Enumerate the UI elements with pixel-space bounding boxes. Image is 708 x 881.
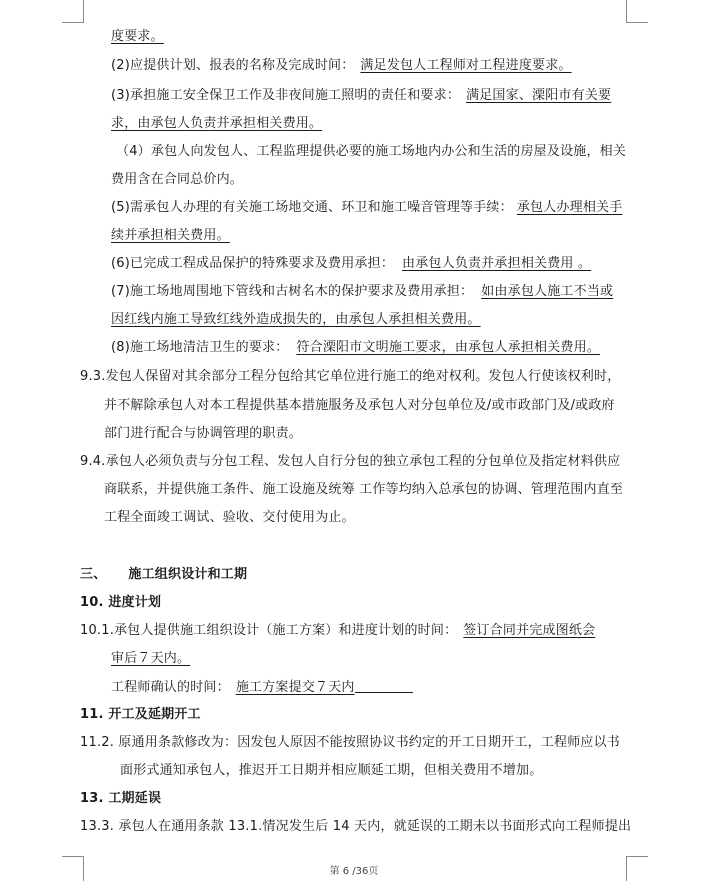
text: 工程全面竣工调试、验收、交付使用为止。	[104, 510, 355, 525]
clause-11-2	[80, 734, 620, 752]
text-line	[104, 425, 302, 443]
text-line	[104, 481, 623, 499]
underlined-text: 施工方案提交７天内	[235, 680, 355, 695]
heading-10	[80, 594, 161, 612]
text-line	[111, 28, 164, 46]
underlined-text: 度要求。	[111, 29, 164, 44]
underlined-text: 符合溧阳市文明施工要求，由承包人承担相关费用。	[296, 340, 601, 355]
text-line	[120, 762, 542, 780]
text-line	[111, 171, 243, 189]
heading-text: 13. 工期延误	[80, 791, 162, 806]
text: 10.1.承包人提供施工组织设计（施工方案）和进度计划的时间：	[80, 623, 458, 638]
text: (6)已完成工程成品保护的特殊要求及费用承担：	[111, 256, 395, 271]
text-line	[104, 509, 355, 527]
clause-10-1	[80, 622, 595, 640]
text: （4）承包人向发包人、工程监理提供必要的施工场地内办公和生活的房屋及设施，相关	[116, 144, 627, 159]
underlined-text: 求，由承包人负责并承担相关费用。	[111, 116, 323, 131]
text-line	[111, 255, 591, 273]
text: 11.2. 原通用条款修改为：因发包人原因不能按照协议书约定的开工日期开工，工程师应以书	[80, 735, 621, 750]
text-line	[111, 227, 230, 245]
underlined-text: 满足国家、溧阳市有关要	[466, 88, 612, 103]
blank-underline	[355, 678, 413, 693]
heading-13	[80, 790, 161, 808]
text: (8)施工场地清洁卫生的要求：	[111, 340, 289, 355]
text: 9.4.承包人必须负责与分包工程、发包人自行分包的独立承包工程的分包单位及指定材料供应	[80, 454, 621, 469]
crop-mark-top-right	[626, 0, 648, 23]
text: 13.3. 承包人在通用条款 13.1.情况发生后 14 天内，就延误的工期未以书面形式向工程师提出	[80, 819, 632, 834]
text: 费用含在合同总价内。	[111, 172, 244, 187]
underlined-text: 签订合同并完成图纸会	[463, 623, 596, 638]
underlined-text: 续并承担相关费用。	[111, 228, 230, 243]
clause-9-3	[80, 368, 620, 386]
text: 并不解除承包人对本工程提供基本措施服务及承包人对分包单位及/或市政部门及/或政府	[104, 398, 615, 413]
text: (3)承担施工安全保卫工作及非夜间施工照明的责任和要求：	[111, 88, 461, 103]
text-line	[111, 115, 322, 133]
text-line	[111, 311, 481, 329]
text: 工程师确认的时间：	[111, 680, 230, 695]
underlined-text: 如由承包人施工不当或	[481, 284, 614, 299]
text-line	[104, 397, 615, 415]
clause-9-4	[80, 453, 620, 471]
section-number: 三、	[80, 567, 107, 582]
text-line	[111, 339, 600, 357]
text-line	[111, 87, 611, 105]
text: (2)应提供计划、报表的名称及完成时间：	[111, 58, 355, 73]
underlined-text: 由承包人负责并承担相关费用 。	[402, 256, 592, 271]
text: (7)施工场地周围地下管线和古树名木的保护要求及费用承担：	[111, 284, 474, 299]
section-heading-3	[80, 566, 247, 584]
crop-mark-top-left	[62, 0, 84, 23]
text: 商联系，并提供施工条件、施工设施及统筹 工作等均纳入总承包的协调、管理范围内直至	[104, 482, 624, 497]
text-line	[111, 57, 572, 75]
heading-11	[80, 706, 201, 724]
text-line	[111, 283, 613, 301]
clause-13-3	[80, 818, 631, 836]
text-line	[111, 650, 190, 668]
text-line	[116, 143, 626, 161]
text: 部门进行配合与协调管理的职责。	[104, 426, 303, 441]
text: 9.3.发包人保留对其余部分工程分包给其它单位进行施工的绝对权利。发包人行使该权利时，	[80, 369, 621, 384]
text-line	[111, 678, 413, 697]
heading-text: 10. 进度计划	[80, 595, 162, 610]
text: 面形式通知承包人，推迟开工日期并相应顺延工期，但相关费用不增加。	[120, 763, 543, 778]
heading-text: 11. 开工及延期开工	[80, 707, 201, 722]
underlined-text: 审后７天内。	[111, 651, 191, 666]
text: (5)需承包人办理的有关施工场地交通、环卫和施工噪音管理等手续：	[111, 200, 513, 215]
underlined-text: 承包人办理相关手	[516, 200, 623, 215]
section-title: 施工组织设计和工期	[128, 567, 248, 582]
underlined-text: 因红线内施工导致红线外造成损失的，由承包人承担相关费用。	[111, 312, 481, 327]
underlined-text: 满足发包人工程师对工程进度要求。	[360, 58, 572, 73]
page-number: 第 6 /36页	[329, 866, 379, 877]
text-line	[111, 199, 622, 217]
